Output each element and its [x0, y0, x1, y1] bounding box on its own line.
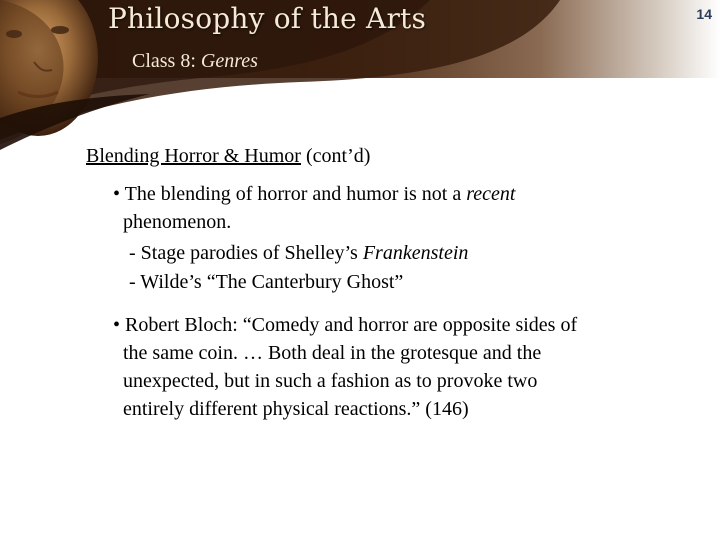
- heading-underlined: Blending Horror & Humor: [86, 145, 301, 167]
- bullet-1-line-2: phenomenon.: [123, 211, 232, 233]
- slide-title: Philosophy of the Arts: [108, 2, 427, 35]
- sub-item-frankenstein: [129, 241, 468, 265]
- subtitle-genres: Genres: [200, 50, 258, 72]
- sub-item-frankenstein-title: Frankenstein: [362, 242, 469, 264]
- bullet-1-text: • The blending of horror and humor is not a: [113, 183, 467, 205]
- bullet-2-line-1: • Robert Bloch: “Comedy and horror are opposite sides of: [113, 314, 578, 336]
- bullet-2-line-4: entirely different physical reactions.” (146): [123, 398, 469, 420]
- bullet-2-line-3: unexpected, but in such a fashion as to provoke two: [123, 370, 538, 392]
- bullet-1-emphasis: recent: [466, 183, 516, 205]
- sub-item-frankenstein-text: - Stage parodies of Shelley’s: [129, 242, 363, 264]
- section-heading: [86, 145, 370, 168]
- heading-suffix: (cont’d): [300, 145, 371, 167]
- slide-number: 14: [696, 6, 712, 22]
- sub-item-canterbury-ghost: - Wilde’s “The Canterbury Ghost”: [129, 271, 404, 293]
- bullet-1-line-1: [113, 182, 515, 206]
- bullet-2-line-2: the same coin. … Both deal in the grotesque and the: [123, 342, 542, 364]
- subtitle-prefix: Class 8:: [132, 50, 201, 72]
